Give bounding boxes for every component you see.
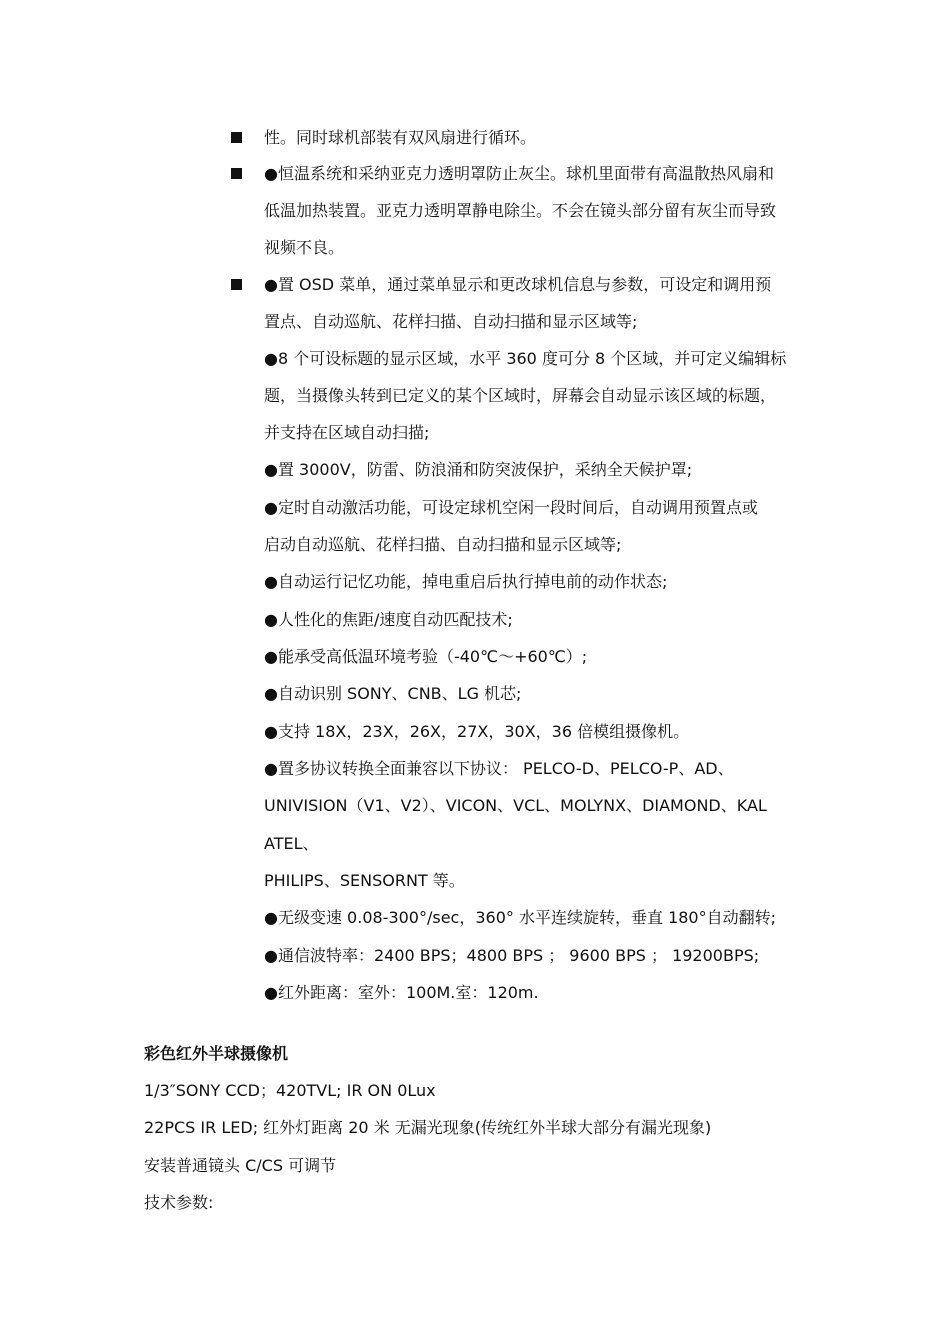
text-line: ●通信波特率：2400 BPS；4800 BPS ； 9600 BPS ； 19200BPS; [264,946,760,965]
square-bullet-icon [231,279,242,290]
text-line: ATEL、 [264,834,319,853]
spec-line: 22PCS IR LED; 红外灯距离 20 米 无漏光现象(传统红外半球大部分有漏光现象) [144,1118,712,1137]
text-line: ●置多协议转换全面兼容以下协议： PELCO-D、PELCO-P、AD、 [264,759,734,778]
text-line: ●人性化的焦距/速度自动匹配技术; [264,610,513,629]
text-line: ●8 个可设标题的显示区域，水平 360 度可分 8 个区域，并可定义编辑标 [264,349,787,368]
spec-line: 安装普通镜头 C/CS 可调节 [144,1156,337,1175]
text-line: UNIVISION（V1、V2）、VICON、VCL、MOLYNX、DIAMOND、KAL [264,796,767,815]
text-line: 性。同时球机部装有双风扇进行循环。 [264,128,537,147]
text-line: ●红外距离：室外：100M.室：120m. [264,983,539,1002]
square-bullet-icon [231,132,242,143]
text-line: 启动自动巡航、花样扫描、自动扫描和显示区域等; [264,535,622,554]
section-heading: 彩色红外半球摄像机 [144,1044,289,1063]
text-line: 低温加热装置。亚克力透明罩静电除尘。不会在镜头部分留有灰尘而导致 [264,201,777,220]
text-line: ●自动运行记忆功能，掉电重启后执行掉电前的动作状态; [264,572,668,591]
text-line: ●能承受高低温环境考验（-40℃～+60℃）; [264,647,588,666]
text-line: ●置 3000V，防雷、防浪涌和防突波保护，采纳全天候护罩; [264,460,693,479]
text-line: ●定时自动激活功能，可设定球机空闲一段时间后，自动调用预置点或 [264,498,758,517]
text-line: 并支持在区域自动扫描; [264,423,430,442]
text-line: ●无级变速 0.08-300°/sec，360° 水平连续旋转，垂直 180°自动翻转; [264,908,776,927]
text-line: PHILIPS、SENSORNT 等。 [264,871,465,890]
square-bullet-icon [231,168,242,179]
text-line: 视频不良。 [264,238,345,257]
spec-line: 技术参数: [144,1193,214,1212]
spec-line: 1/3″SONY CCD；420TVL; IR ON 0Lux [144,1081,436,1100]
text-line: ●恒温系统和采纳亚克力透明罩防止灰尘。球机里面带有高温散热风扇和 [264,164,774,183]
text-line: ●置 OSD 菜单，通过菜单显示和更改球机信息与参数，可设定和调用预 [264,275,772,294]
text-line: ●支持 18X，23X，26X，27X，30X，36 倍模组摄像机。 [264,722,690,741]
text-line: 题，当摄像头转到已定义的某个区域时，屏幕会自动显示该区域的标题， [264,386,777,405]
text-line: 置点、自动巡航、花样扫描、自动扫描和显示区域等; [264,312,638,331]
text-line: ●自动识别 SONY、CNB、LG 机芯; [264,684,522,703]
